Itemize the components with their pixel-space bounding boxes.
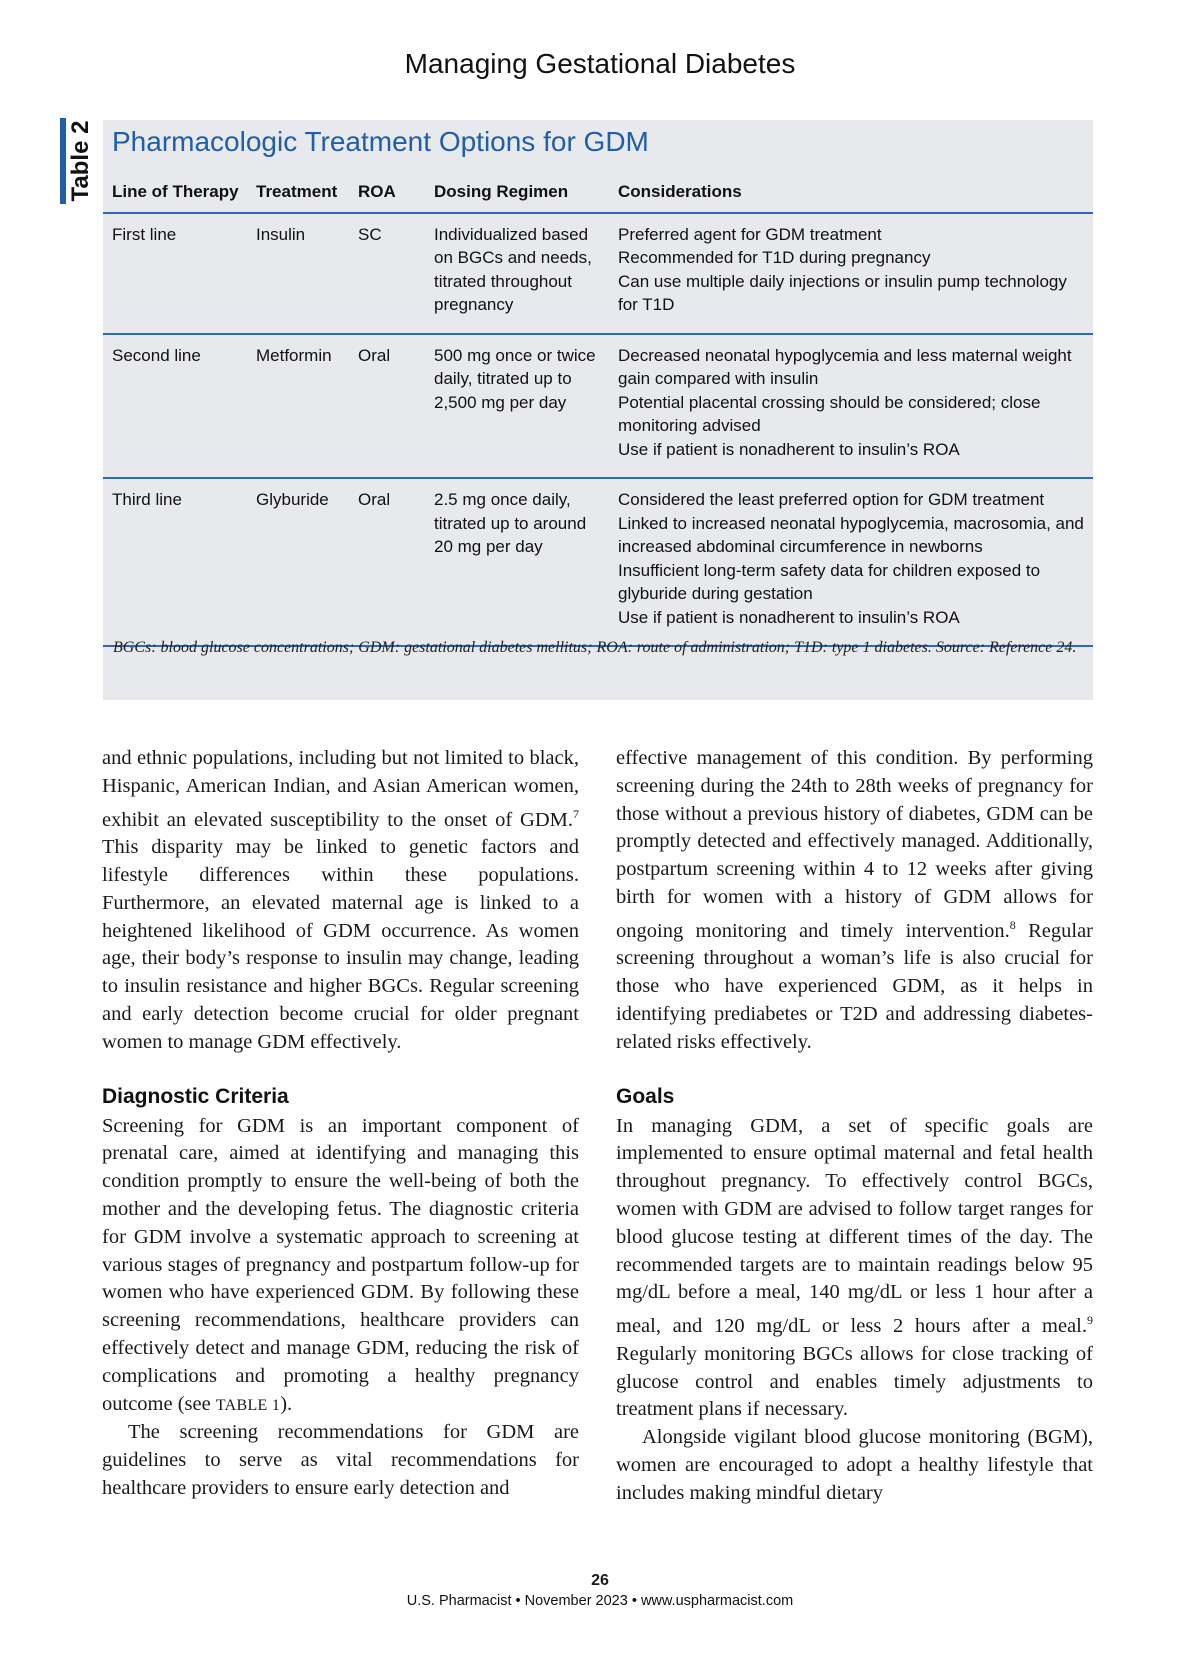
reference-superscript: 7	[573, 806, 579, 821]
reference-superscript: 9	[1087, 1313, 1093, 1328]
cell-treatment: Metformin	[247, 334, 349, 479]
section-heading-diagnostic-criteria: Diagnostic Criteria	[102, 1084, 289, 1108]
consideration-item: Considered the least preferred option for GDM treatment	[618, 490, 1045, 509]
article-column-left	[102, 745, 579, 1503]
cell-roa: Oral	[349, 478, 425, 646]
body-paragraph: The screening recommendations for GDM are guidelines to serve as vital recommendations for healthcare providers to ensure early detection and	[102, 1421, 579, 1499]
running-title: Managing Gestational Diabetes	[404, 48, 796, 79]
column-header-roa: ROA	[349, 176, 425, 213]
consideration-item: Recommended for T1D during pregnancy	[618, 248, 931, 267]
consideration-item: Use if patient is nonadherent to insulin’s ROA	[618, 439, 960, 459]
cell-treatment: Insulin	[247, 213, 349, 334]
article-column-right	[616, 745, 1093, 1508]
consideration-item: Preferred agent for GDM treatment	[618, 224, 882, 244]
column-header-considerations: Considerations	[609, 176, 1093, 213]
consideration-item: Potential placental crossing should be considered; close monitoring advised	[618, 392, 1041, 435]
body-paragraph: and ethnic populations, including but not limited to black, Hispanic, American Indian, and Asian American women, exhibit an elevated susceptibility to the onset of GDM.$^7$ This disparity may be linked to genetic factors and lifestyle differences within these populations. Furthermore, an elevated maternal age is linked to a heightened likelihood of GDM occurrence. As women age, their body’s response to insulin may change, leading to insulin resistance and higher BGCs. Regular screening and early detection become crucial for older pregnant women to manage GDM effectively.	[102, 747, 579, 1053]
cell-considerations	[609, 213, 1093, 334]
body-paragraph: Alongside vigilant blood glucose monitoring (BGM), women are encouraged to adopt a healthy lifestyle that includes making mindful dietary	[616, 1426, 1093, 1504]
table-row	[103, 334, 1093, 479]
section-heading-goals: Goals	[616, 1084, 675, 1108]
consideration-item: Insufficient long-term safety data for children exposed to glyburide during gestation	[618, 560, 1041, 603]
body-paragraph: Screening for GDM is an important component of prenatal care, aimed at identifying and managing this condition promptly to ensure the well-being of both the mother and the developing fetus. The diagnostic criteria for GDM involve a systematic approach to screening at various stages of pregnancy and postpartum follow-up for women who have experienced GDM. By following these screening recommendations, healthcare providers can effectively detect and manage GDM, reducing the risk of complications and promoting a healthy pregnancy outcome (see TABLE 1).	[102, 1114, 579, 1415]
cell-treatment: Glyburide	[247, 478, 349, 646]
consideration-item: Can use multiple daily injections or insulin pump technology for T1D	[618, 271, 1067, 314]
body-paragraph: In managing GDM, a set of specific goals are implemented to ensure optimal maternal and fetal health throughout pregnancy. To effectively control BGCs, women with GDM are advised to follow target ranges for blood glucose testing at different times of the day. The recommended targets are to maintain readings below 95 mg/dL before a meal, 140 mg/dL or less 1 hour after a meal, and 120 mg/dL or less 2 hours after a meal.$^9$ Regularly monitoring BGCs allows for close tracking of glucose control and enables timely adjustments to treatment plans if necessary.	[616, 1114, 1093, 1421]
reference-superscript: 8	[1009, 917, 1016, 932]
table-row	[103, 213, 1093, 334]
consideration-item: Linked to increased neonatal hypoglycemia, macrosomia, and increased abdominal circumference in newborns	[618, 513, 1084, 556]
table-reference: TABLE 1	[215, 1396, 281, 1414]
cell-dosing: Individualized based on BGCs and needs, titrated throughout pregnancy	[425, 213, 609, 334]
table-header-row	[103, 176, 1093, 213]
cell-dosing: 2.5 mg once daily, titrated up to around 20 mg per day	[425, 478, 609, 646]
column-header-treatment: Treatment	[247, 176, 349, 213]
table-tab-label	[60, 118, 96, 204]
table-title: Pharmacologic Treatment Options for GDM	[112, 126, 649, 157]
table-number: Table 2	[67, 120, 94, 202]
page-number: 26	[591, 1572, 609, 1589]
consideration-item: Decreased neonatal hypoglycemia and less maternal weight gain compared with insulin	[618, 345, 1072, 388]
cell-line: Third line	[103, 478, 247, 646]
cell-roa: Oral	[349, 334, 425, 479]
cell-considerations	[609, 478, 1093, 646]
column-header-dosing-regimen: Dosing Regimen	[425, 176, 609, 213]
cell-line: First line	[103, 213, 247, 334]
publication-footer: U.S. Pharmacist • November 2023 • www.uspharmacist.com	[406, 1593, 794, 1609]
body-paragraph: effective management of this condition. By performing screening during the 24th to 28th weeks of pregnancy for those without a previous history of diabetes, GDM can be promptly detected and effectively managed. Additionally, postpartum screening within 4 to 12 weeks after giving birth for women with a history of GDM allows for ongoing monitoring and timely intervention.$^8$ Regular screening throughout a woman’s life is also crucial for those who have experienced GDM, as it helps in identifying prediabetes or T2D and addressing diabetes-related risks effectively.	[616, 747, 1093, 1053]
consideration-item: Use if patient is nonadherent to insulin’s ROA	[618, 607, 960, 627]
treatment-table-panel	[103, 120, 1093, 700]
table-footnote: BGCs: blood glucose concentrations; GDM: gestational diabetes mellitus; ROA: route of administration; T1D: type 1 diabetes. Source: Reference 24.	[113, 639, 1077, 656]
treatment-table	[103, 176, 1093, 647]
table-row	[103, 478, 1093, 646]
cell-dosing: 500 mg once or twice daily, titrated up to 2,500 mg per day	[425, 334, 609, 479]
cell-considerations	[609, 334, 1093, 479]
cell-line: Second line	[103, 334, 247, 479]
column-header-line-of-therapy: Line of Therapy	[103, 176, 247, 213]
cell-roa: SC	[349, 213, 425, 334]
